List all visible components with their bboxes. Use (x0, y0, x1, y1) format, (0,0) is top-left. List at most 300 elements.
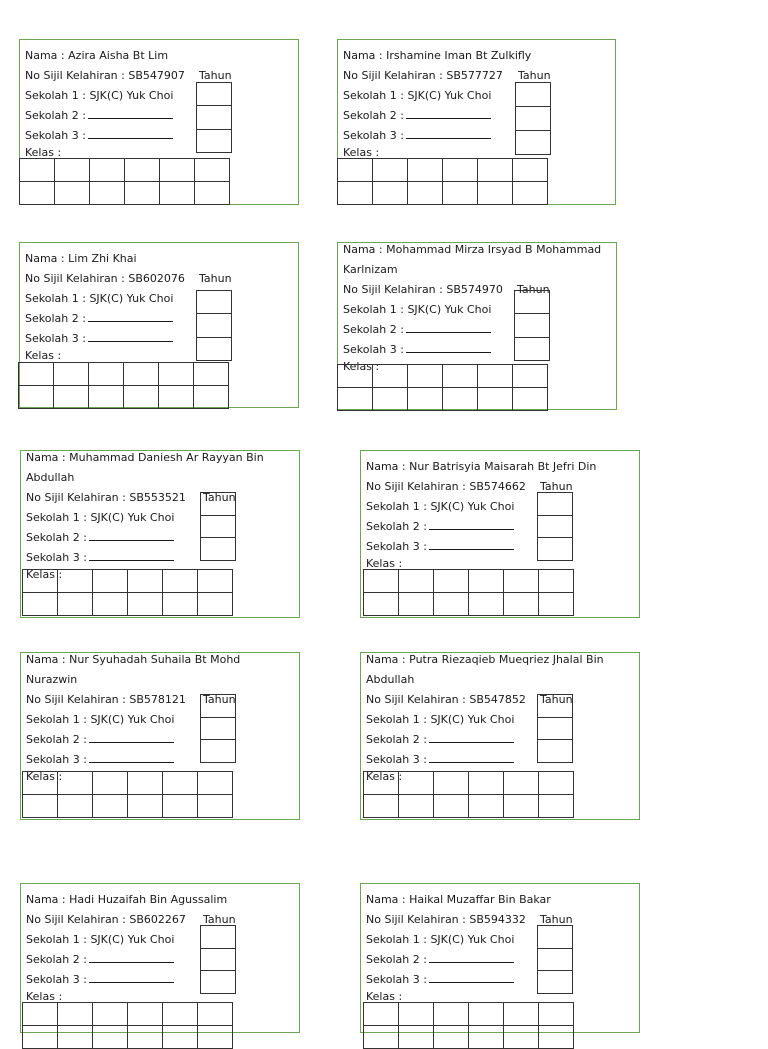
school-1-label: Sekolah 1 : (343, 303, 404, 316)
birth-cert-number: SB578121 (129, 693, 186, 706)
school-2-blank[interactable] (429, 953, 514, 963)
school-1-value: SJK(C) Yuk Choi (407, 89, 492, 102)
school-1-value: SJK(C) Yuk Choi (430, 713, 515, 726)
birth-cert-label: No Sijil Kelahiran : (26, 693, 126, 706)
kelas-cell[interactable] (194, 386, 229, 409)
school-2-label: Sekolah 2 : (25, 312, 86, 325)
nama-label: Nama : (26, 653, 66, 666)
kelas-cell[interactable] (469, 1003, 504, 1026)
tahun-box[interactable] (196, 290, 232, 314)
kelas-cell[interactable] (163, 795, 198, 818)
school-2-line (26, 953, 174, 966)
birth-cert-label: No Sijil Kelahiran : (366, 480, 466, 493)
kelas-cell[interactable] (443, 365, 478, 388)
kelas-cell[interactable] (58, 593, 93, 616)
kelas-cell[interactable] (364, 795, 399, 818)
school-1-value: SJK(C) Yuk Choi (89, 292, 174, 305)
kelas-cell[interactable] (364, 772, 399, 795)
school-2-blank[interactable] (406, 109, 491, 119)
tahun-label: Tahun (199, 272, 232, 285)
kelas-cell[interactable] (539, 1026, 574, 1049)
birth-cert-label: No Sijil Kelahiran : (366, 693, 466, 706)
name-line-continued (26, 471, 74, 484)
name-line (343, 243, 601, 256)
school-3-blank[interactable] (89, 753, 174, 763)
school-2-line (343, 323, 491, 336)
school-3-label: Sekolah 3 : (366, 753, 427, 766)
kelas-cell[interactable] (399, 1003, 434, 1026)
tahun-box[interactable] (200, 717, 236, 741)
nama-label: Nama : (25, 252, 65, 265)
kelas-cell[interactable] (399, 795, 434, 818)
kelas-cell[interactable] (124, 386, 159, 409)
school-2-line (25, 109, 173, 122)
kelas-cell[interactable] (364, 570, 399, 593)
school-2-line (26, 531, 174, 544)
tahun-label: Tahun (199, 69, 232, 82)
kelas-cell[interactable] (198, 570, 233, 593)
kelas-cell[interactable] (195, 182, 230, 205)
kelas-cell[interactable] (128, 772, 163, 795)
kelas-cell[interactable] (338, 159, 373, 182)
kelas-grid (363, 569, 574, 616)
kelas-grid (22, 771, 233, 818)
school-3-line (25, 332, 173, 345)
kelas-cell[interactable] (504, 593, 539, 616)
school-1-value: SJK(C) Yuk Choi (430, 933, 515, 946)
student-name-continued: Abdullah (366, 673, 415, 686)
kelas-label: Kelas : (26, 990, 63, 1003)
kelas-cell[interactable] (163, 1003, 198, 1026)
name-line (25, 252, 137, 265)
tahun-box[interactable] (537, 739, 573, 763)
kelas-cell[interactable] (373, 182, 408, 205)
kelas-label: Kelas : (366, 990, 403, 1003)
kelas-cell[interactable] (539, 593, 574, 616)
birth-cert-number: SB602076 (128, 272, 185, 285)
school-3-blank[interactable] (89, 973, 174, 983)
kelas-cell[interactable] (504, 570, 539, 593)
tahun-box[interactable] (515, 106, 551, 131)
school-1-line (343, 303, 491, 316)
school-2-label: Sekolah 2 : (26, 733, 87, 746)
kelas-cell[interactable] (434, 1003, 469, 1026)
birth-cert-number: SB574970 (446, 283, 503, 296)
kelas-cell[interactable] (19, 386, 54, 409)
kelas-cell[interactable] (504, 1003, 539, 1026)
kelas-cell[interactable] (23, 772, 58, 795)
student-name: Putra Riezaqieb Mueqriez Jhalal Bin (409, 653, 604, 666)
name-line-continued (366, 673, 414, 686)
kelas-cell[interactable] (163, 570, 198, 593)
kelas-cell[interactable] (58, 1003, 93, 1026)
nama-label: Nama : (366, 460, 406, 473)
kelas-cell[interactable] (434, 772, 469, 795)
birth-cert-label: No Sijil Kelahiran : (366, 913, 466, 926)
birth-cert-line (25, 69, 185, 82)
kelas-cell[interactable] (54, 363, 89, 386)
student-name: Muhammad Daniesh Ar Rayyan Bin (69, 451, 264, 464)
kelas-cell[interactable] (373, 365, 408, 388)
school-1-label: Sekolah 1 : (366, 933, 427, 946)
kelas-cell[interactable] (478, 388, 513, 411)
kelas-cell[interactable] (373, 159, 408, 182)
school-3-line (26, 551, 174, 564)
tahun-box[interactable] (537, 717, 573, 741)
kelas-grid (337, 158, 548, 205)
kelas-label: Kelas : (366, 557, 403, 570)
tahun-box[interactable] (196, 129, 232, 153)
kelas-cell[interactable] (408, 182, 443, 205)
school-1-line (25, 292, 173, 305)
kelas-cell[interactable] (513, 182, 548, 205)
school-1-label: Sekolah 1 : (366, 713, 427, 726)
tahun-box[interactable] (537, 970, 573, 994)
birth-cert-label: No Sijil Kelahiran : (25, 69, 125, 82)
nama-label: Nama : (25, 49, 65, 62)
school-2-label: Sekolah 2 : (366, 520, 427, 533)
kelas-cell[interactable] (93, 795, 128, 818)
birth-cert-number: SB594332 (469, 913, 526, 926)
kelas-cell[interactable] (478, 182, 513, 205)
kelas-label: Kelas : (25, 349, 62, 362)
school-1-line (343, 89, 491, 102)
school-1-value: SJK(C) Yuk Choi (90, 713, 175, 726)
name-line (366, 893, 551, 906)
student-name: Mohammad Mirza Irsyad B Mohammad (386, 243, 602, 256)
school-1-label: Sekolah 1 : (343, 89, 404, 102)
kelas-label: Kelas : (26, 568, 63, 581)
birth-cert-number: SB553521 (129, 491, 186, 504)
kelas-cell[interactable] (93, 593, 128, 616)
kelas-cell[interactable] (539, 772, 574, 795)
name-line (26, 451, 264, 464)
kelas-cell[interactable] (198, 1003, 233, 1026)
tahun-box[interactable] (200, 515, 236, 539)
tahun-box[interactable] (200, 970, 236, 994)
tahun-label: Tahun (517, 283, 550, 296)
school-3-blank[interactable] (88, 332, 173, 342)
kelas-cell[interactable] (408, 388, 443, 411)
student-name: Nur Syuhadah Suhaila Bt Mohd (69, 653, 241, 666)
kelas-cell[interactable] (478, 159, 513, 182)
school-3-blank[interactable] (429, 753, 514, 763)
school-1-label: Sekolah 1 : (26, 713, 87, 726)
tahun-box[interactable] (196, 337, 232, 361)
school-3-line (343, 343, 491, 356)
school-2-line (25, 312, 173, 325)
tahun-box[interactable] (537, 925, 573, 949)
tahun-box[interactable] (196, 82, 232, 106)
school-3-line (366, 540, 514, 553)
kelas-cell[interactable] (23, 795, 58, 818)
kelas-cell[interactable] (89, 363, 124, 386)
school-1-label: Sekolah 1 : (25, 89, 86, 102)
school-1-value: SJK(C) Yuk Choi (407, 303, 492, 316)
birth-cert-label: No Sijil Kelahiran : (25, 272, 125, 285)
birth-cert-line (366, 913, 526, 926)
tahun-box[interactable] (514, 313, 550, 337)
school-1-value: SJK(C) Yuk Choi (430, 500, 515, 513)
kelas-cell[interactable] (128, 1003, 163, 1026)
school-2-blank[interactable] (429, 520, 514, 530)
kelas-cell[interactable] (55, 182, 90, 205)
kelas-cell[interactable] (163, 593, 198, 616)
kelas-cell[interactable] (194, 363, 229, 386)
birth-cert-label: No Sijil Kelahiran : (343, 69, 443, 82)
tahun-box[interactable] (196, 313, 232, 337)
kelas-cell[interactable] (373, 388, 408, 411)
school-3-blank[interactable] (429, 973, 514, 983)
kelas-grid (18, 362, 229, 409)
kelas-cell[interactable] (478, 365, 513, 388)
school-2-line (26, 733, 174, 746)
kelas-cell[interactable] (364, 1026, 399, 1049)
school-3-label: Sekolah 3 : (26, 973, 87, 986)
kelas-cell[interactable] (93, 1026, 128, 1049)
school-3-blank[interactable] (406, 343, 491, 353)
name-line (343, 49, 531, 62)
kelas-cell[interactable] (23, 593, 58, 616)
tahun-box[interactable] (537, 515, 573, 539)
nama-label: Nama : (26, 451, 66, 464)
tahun-box[interactable] (514, 337, 550, 361)
school-3-label: Sekolah 3 : (26, 753, 87, 766)
name-line (26, 893, 227, 906)
tahun-box[interactable] (537, 694, 573, 718)
kelas-cell[interactable] (513, 159, 548, 182)
tahun-box[interactable] (514, 290, 550, 314)
kelas-cell[interactable] (58, 1026, 93, 1049)
kelas-cell[interactable] (513, 388, 548, 411)
kelas-cell[interactable] (128, 795, 163, 818)
kelas-cell[interactable] (504, 795, 539, 818)
school-2-blank[interactable] (89, 531, 174, 541)
tahun-label: Tahun (203, 693, 236, 706)
kelas-cell[interactable] (338, 388, 373, 411)
kelas-cell[interactable] (54, 386, 89, 409)
kelas-cell[interactable] (89, 386, 124, 409)
kelas-cell[interactable] (160, 159, 195, 182)
tahun-box[interactable] (200, 492, 236, 516)
kelas-cell[interactable] (539, 795, 574, 818)
school-3-blank[interactable] (88, 129, 173, 139)
kelas-cell[interactable] (125, 159, 160, 182)
kelas-cell[interactable] (469, 1026, 504, 1049)
kelas-cell[interactable] (55, 159, 90, 182)
kelas-cell[interactable] (198, 772, 233, 795)
kelas-cell[interactable] (128, 1026, 163, 1049)
name-line-continued (26, 673, 77, 686)
school-2-label: Sekolah 2 : (26, 531, 87, 544)
school-2-line (366, 733, 514, 746)
kelas-cell[interactable] (23, 1026, 58, 1049)
tahun-label: Tahun (540, 913, 573, 926)
kelas-cell[interactable] (20, 182, 55, 205)
tahun-box[interactable] (515, 130, 551, 155)
nama-label: Nama : (343, 243, 383, 256)
kelas-cell[interactable] (93, 570, 128, 593)
school-2-label: Sekolah 2 : (26, 953, 87, 966)
kelas-cell[interactable] (23, 570, 58, 593)
tahun-box[interactable] (537, 492, 573, 516)
student-name: Irshamine Iman Bt Zulkifly (386, 49, 532, 62)
school-2-blank[interactable] (406, 323, 491, 333)
kelas-label: Kelas : (25, 146, 62, 159)
birth-cert-number: SB547907 (128, 69, 185, 82)
kelas-cell[interactable] (338, 182, 373, 205)
tahun-box[interactable] (537, 537, 573, 561)
kelas-cell[interactable] (198, 795, 233, 818)
kelas-cell[interactable] (90, 182, 125, 205)
kelas-cell[interactable] (434, 570, 469, 593)
kelas-cell[interactable] (58, 772, 93, 795)
nama-label: Nama : (26, 893, 66, 906)
kelas-cell[interactable] (539, 1003, 574, 1026)
kelas-cell[interactable] (125, 182, 160, 205)
kelas-cell[interactable] (58, 795, 93, 818)
kelas-cell[interactable] (58, 570, 93, 593)
kelas-cell[interactable] (364, 1003, 399, 1026)
student-name-continued: Abdullah (26, 471, 75, 484)
school-3-label: Sekolah 3 : (343, 129, 404, 142)
kelas-cell[interactable] (128, 570, 163, 593)
birth-cert-line (26, 913, 186, 926)
kelas-grid (22, 569, 233, 616)
kelas-cell[interactable] (198, 1026, 233, 1049)
nama-label: Nama : (366, 893, 406, 906)
school-1-value: SJK(C) Yuk Choi (89, 89, 174, 102)
birth-cert-line (343, 283, 503, 296)
nama-label: Nama : (343, 49, 383, 62)
kelas-cell[interactable] (163, 772, 198, 795)
name-line (366, 460, 596, 473)
kelas-cell[interactable] (198, 593, 233, 616)
school-1-value: SJK(C) Yuk Choi (90, 933, 175, 946)
school-1-label: Sekolah 1 : (25, 292, 86, 305)
kelas-cell[interactable] (163, 1026, 198, 1049)
kelas-cell[interactable] (23, 1003, 58, 1026)
school-2-blank[interactable] (88, 109, 173, 119)
kelas-cell[interactable] (408, 365, 443, 388)
school-2-line (366, 953, 514, 966)
kelas-cell[interactable] (434, 795, 469, 818)
kelas-cell[interactable] (399, 1026, 434, 1049)
school-1-line (26, 511, 174, 524)
name-line (25, 49, 168, 62)
kelas-cell[interactable] (469, 593, 504, 616)
student-name: Hadi Huzaifah Bin Agussalim (69, 893, 228, 906)
school-2-label: Sekolah 2 : (366, 953, 427, 966)
school-2-label: Sekolah 2 : (343, 323, 404, 336)
school-3-blank[interactable] (406, 129, 491, 139)
school-2-blank[interactable] (88, 312, 173, 322)
student-name: Haikal Muzaffar Bin Bakar (409, 893, 551, 906)
kelas-cell[interactable] (160, 182, 195, 205)
kelas-cell[interactable] (128, 593, 163, 616)
kelas-cell[interactable] (93, 1003, 128, 1026)
tahun-label: Tahun (203, 491, 236, 504)
kelas-cell[interactable] (434, 1026, 469, 1049)
tahun-label: Tahun (540, 693, 573, 706)
kelas-grid (363, 771, 574, 818)
school-3-label: Sekolah 3 : (26, 551, 87, 564)
tahun-box[interactable] (200, 925, 236, 949)
kelas-cell[interactable] (504, 772, 539, 795)
birth-cert-number: SB602267 (129, 913, 186, 926)
school-3-blank[interactable] (429, 540, 514, 550)
kelas-cell[interactable] (443, 388, 478, 411)
kelas-cell[interactable] (159, 363, 194, 386)
kelas-cell[interactable] (90, 159, 125, 182)
kelas-cell[interactable] (469, 570, 504, 593)
kelas-cell[interactable] (195, 159, 230, 182)
kelas-cell[interactable] (469, 795, 504, 818)
kelas-cell[interactable] (399, 593, 434, 616)
kelas-cell[interactable] (434, 593, 469, 616)
kelas-grid (337, 364, 548, 411)
birth-cert-line (26, 491, 186, 504)
tahun-box[interactable] (200, 537, 236, 561)
tahun-box[interactable] (200, 948, 236, 972)
kelas-cell[interactable] (513, 365, 548, 388)
kelas-cell[interactable] (20, 159, 55, 182)
kelas-cell[interactable] (504, 1026, 539, 1049)
kelas-cell[interactable] (443, 159, 478, 182)
school-1-line (26, 713, 174, 726)
kelas-cell[interactable] (469, 772, 504, 795)
birth-cert-number: SB574662 (469, 480, 526, 493)
school-1-label: Sekolah 1 : (26, 511, 87, 524)
school-2-line (343, 109, 491, 122)
kelas-cell[interactable] (159, 386, 194, 409)
school-2-blank[interactable] (89, 733, 174, 743)
school-2-blank[interactable] (429, 733, 514, 743)
kelas-cell[interactable] (124, 363, 159, 386)
school-3-line (343, 129, 491, 142)
school-3-label: Sekolah 3 : (343, 343, 404, 356)
kelas-cell[interactable] (19, 363, 54, 386)
school-3-blank[interactable] (89, 551, 174, 561)
tahun-box[interactable] (196, 105, 232, 129)
tahun-box[interactable] (200, 694, 236, 718)
kelas-label: Kelas : (366, 770, 403, 783)
kelas-cell[interactable] (364, 593, 399, 616)
school-2-blank[interactable] (89, 953, 174, 963)
kelas-cell[interactable] (443, 182, 478, 205)
school-3-line (366, 973, 514, 986)
school-2-label: Sekolah 2 : (366, 733, 427, 746)
kelas-label: Kelas : (26, 770, 63, 783)
tahun-box[interactable] (200, 739, 236, 763)
student-name-continued: Karlnizam (343, 263, 398, 276)
kelas-cell[interactable] (539, 570, 574, 593)
kelas-cell[interactable] (399, 772, 434, 795)
school-1-label: Sekolah 1 : (26, 933, 87, 946)
school-3-label: Sekolah 3 : (366, 540, 427, 553)
kelas-cell[interactable] (338, 365, 373, 388)
birth-cert-line (366, 480, 526, 493)
student-name: Nur Batrisyia Maisarah Bt Jefri Din (409, 460, 597, 473)
tahun-box[interactable] (537, 948, 573, 972)
kelas-cell[interactable] (93, 772, 128, 795)
tahun-box[interactable] (515, 82, 551, 107)
school-2-line (366, 520, 514, 533)
tahun-label: Tahun (203, 913, 236, 926)
kelas-cell[interactable] (399, 570, 434, 593)
school-3-line (26, 973, 174, 986)
kelas-cell[interactable] (408, 159, 443, 182)
